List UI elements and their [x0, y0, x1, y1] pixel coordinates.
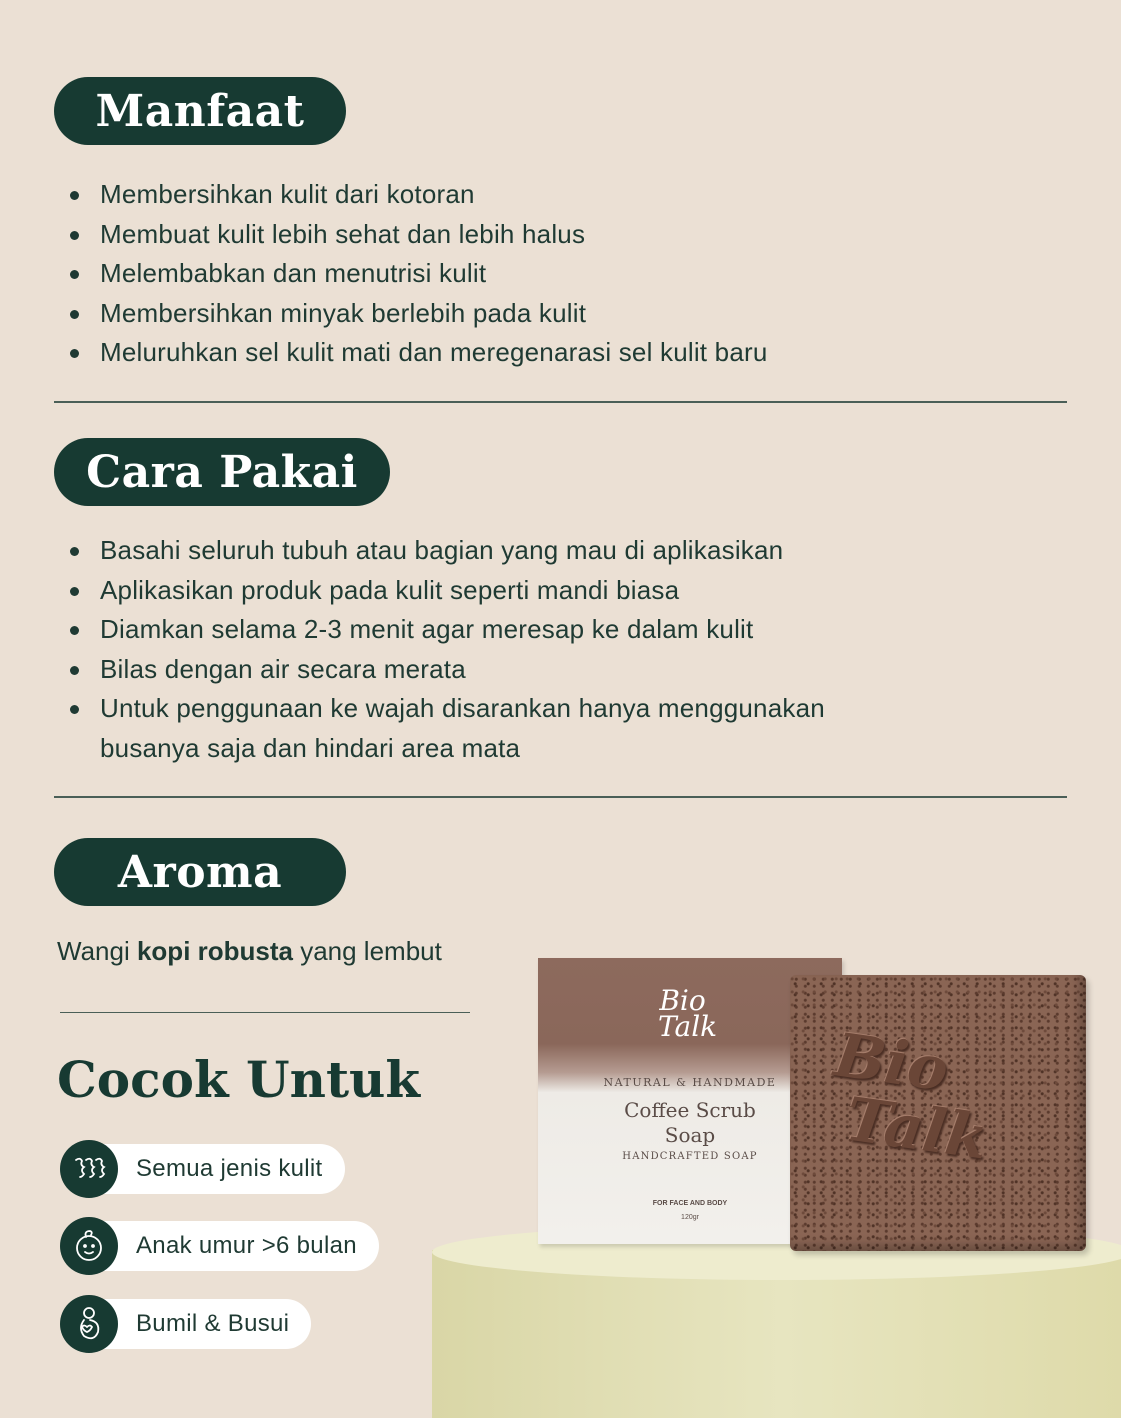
list-item: Membersihkan minyak berlebih pada kulit — [70, 294, 768, 334]
manfaat-list — [70, 175, 768, 373]
list-item: Basahi seluruh tubuh atau bagian yang mau di aplikasikan — [70, 531, 890, 571]
soap-bar — [790, 975, 1086, 1251]
brand-logo: Bio Talk — [658, 984, 718, 1043]
section-title-cara-pakai: Cara Pakai — [54, 438, 390, 506]
divider — [60, 1012, 470, 1013]
tag-label: Anak umur >6 bulan — [88, 1221, 379, 1271]
aroma-highlight: kopi robusta — [136, 936, 293, 966]
product-weight: 120gr — [681, 1214, 699, 1221]
cara-pakai-list — [70, 531, 890, 768]
list-item: Membersihkan kulit dari kotoran — [70, 175, 768, 215]
list-item: Meluruhkan sel kulit mati dan meregenarasi sel kulit baru — [70, 333, 768, 373]
baby-icon — [60, 1217, 118, 1275]
section-title-manfaat: Manfaat — [54, 77, 346, 145]
divider — [54, 796, 1067, 798]
tag-label: Bumil & Busui — [88, 1299, 311, 1349]
list-item: Melembabkan dan menutrisi kulit — [70, 254, 768, 294]
list-item: Diamkan selama 2-3 menit agar meresap ke dalam kulit — [70, 610, 890, 650]
product-subtitle: HANDCRAFTED SOAP — [622, 1151, 758, 1162]
product-name: Coffee Scrub Soap — [624, 1098, 756, 1147]
product-tagline: NATURAL & HANDMADE — [603, 1076, 777, 1089]
soap-embossed-logo: Bio Talk — [830, 1020, 992, 1174]
tag-bumil-busui — [60, 1299, 311, 1349]
divider — [54, 401, 1067, 403]
list-item: Aplikasikan produk pada kulit seperti mandi biasa — [70, 571, 890, 611]
list-item: Membuat kulit lebih sehat dan lebih halus — [70, 215, 768, 255]
list-item: Untuk penggunaan ke wajah disarankan hanya menggunakan busanya saja dan hindari area mata — [70, 689, 880, 768]
tag-anak — [60, 1221, 379, 1271]
tag-label: Semua jenis kulit — [88, 1144, 345, 1194]
aroma-description: Wangi kopi robusta yang lembut — [57, 936, 442, 966]
list-item: Bilas dengan air secara merata — [70, 650, 890, 690]
tag-semua-jenis-kulit — [60, 1144, 345, 1194]
product-usage: FOR FACE AND BODY — [652, 1200, 728, 1207]
section-title-aroma: Aroma — [54, 838, 346, 906]
section-title-cocok-untuk: Cocok Untuk — [57, 1050, 421, 1109]
pregnant-mother-icon — [60, 1295, 118, 1353]
skin-layers-icon — [60, 1140, 118, 1198]
